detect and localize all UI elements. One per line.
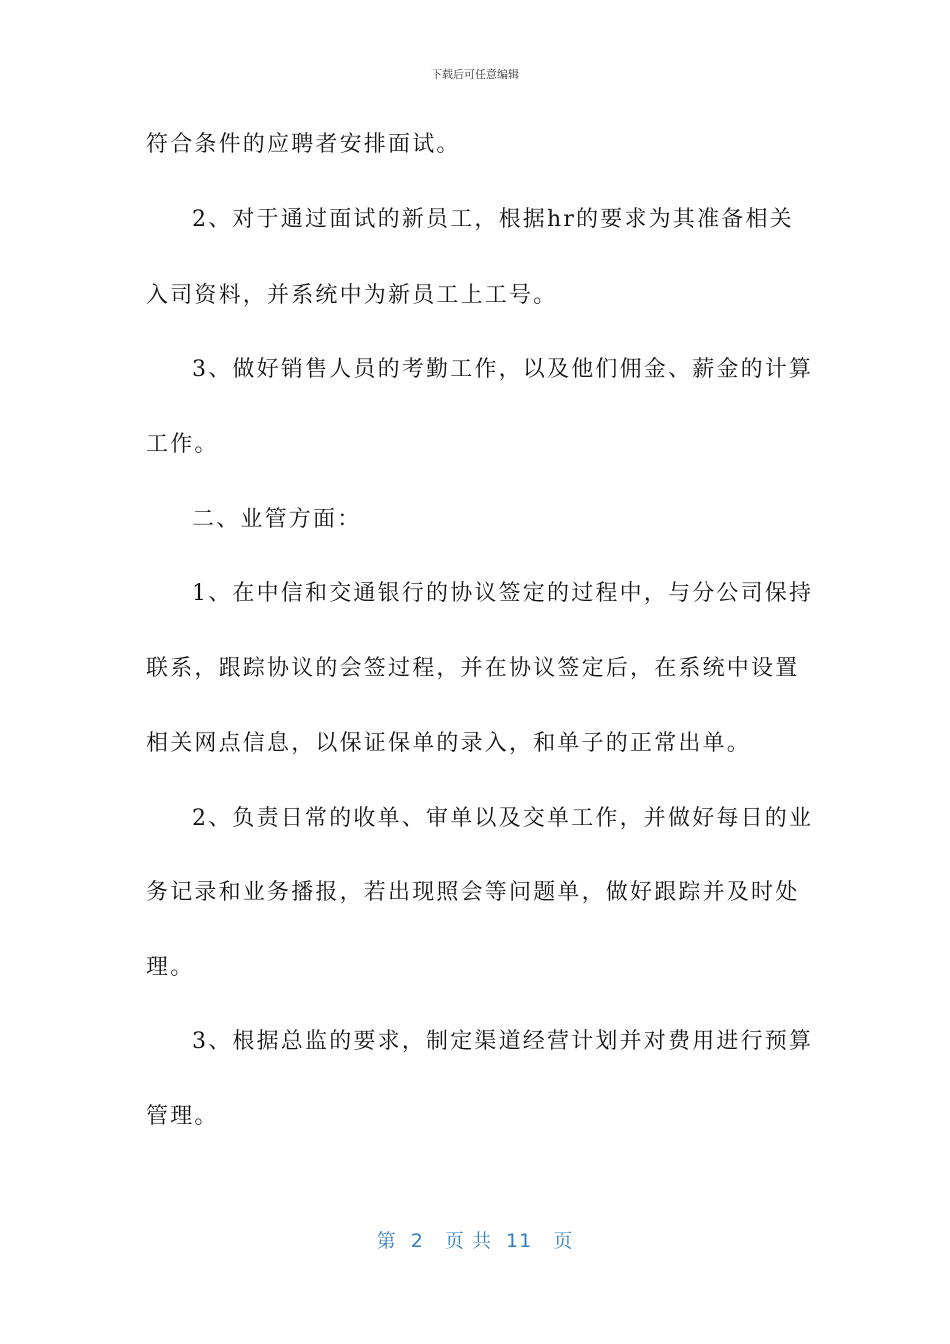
page-footer: 第 2 页 共 11 页 — [376, 1230, 574, 1252]
body-line: 管理。 — [146, 1104, 219, 1129]
body-line: 务记录和业务播报，若出现照会等问题单，做好跟踪并及时处 — [146, 880, 800, 905]
body-line: 3、做好销售人员的考勤工作，以及他们佣金、薪金的计算 — [192, 357, 814, 382]
body-line: 理。 — [146, 955, 195, 980]
body-line: 相关网点信息，以保证保单的录入，和单子的正常出单。 — [146, 731, 752, 756]
body-line: 入司资料，并系统中为新员工上工号。 — [146, 283, 558, 308]
body-line: 符合条件的应聘者安排面试。 — [146, 132, 461, 157]
section-heading: 二、业管方面： — [192, 507, 362, 532]
body-line: 2、对于通过面试的新员工，根据hr的要求为其准备相关 — [192, 207, 794, 232]
page-header: 下载后可任意编辑 — [431, 68, 519, 81]
body-line: 3、根据总监的要求，制定渠道经营计划并对费用进行预算 — [192, 1029, 814, 1054]
body-line: 1、在中信和交通银行的协议签定的过程中，与分公司保持 — [192, 581, 814, 606]
body-line: 联系，跟踪协议的会签过程，并在协议签定后，在系统中设置 — [146, 656, 800, 681]
body-line: 工作。 — [146, 432, 219, 457]
body-line: 2、负责日常的收单、审单以及交单工作，并做好每日的业 — [192, 806, 814, 831]
